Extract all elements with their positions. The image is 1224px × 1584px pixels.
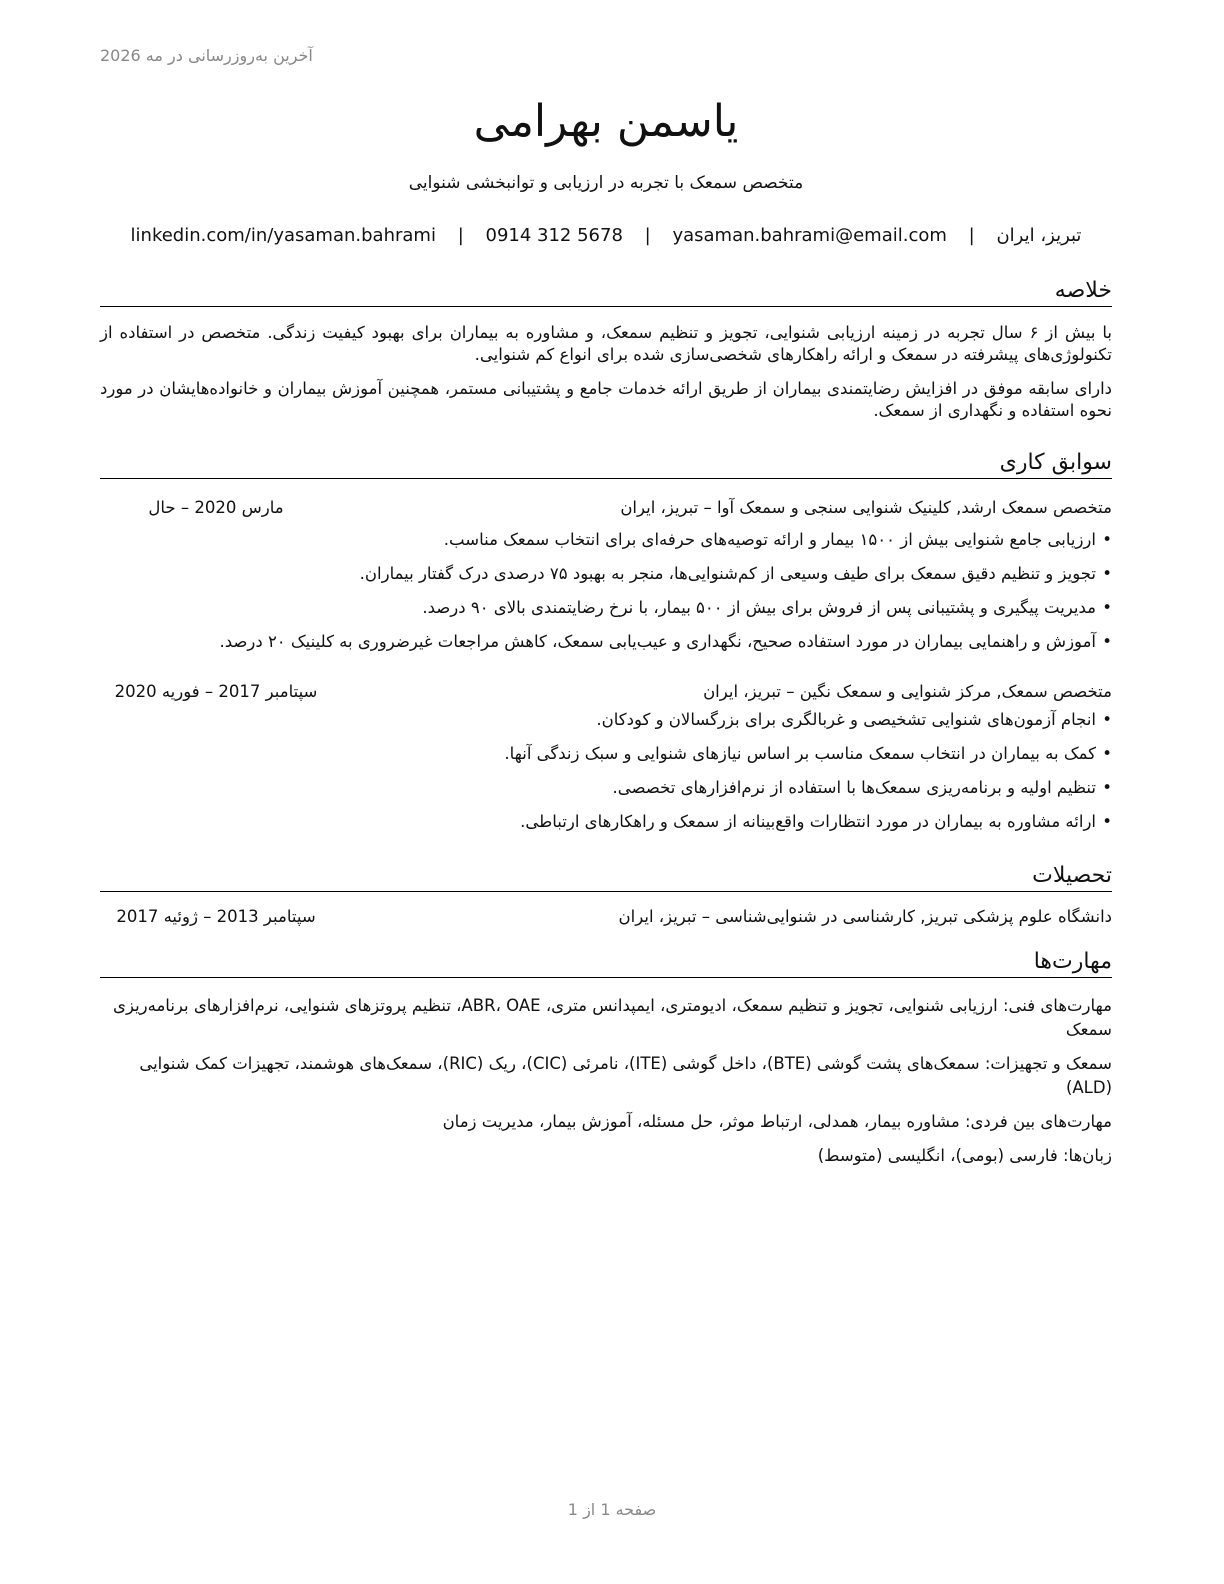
job-bullet: • کمک به بیماران در انتخاب سمعک مناسب بر اساس نیازهای شنوایی و سبک زندگی آنها. [100, 737, 1112, 771]
skill-line: زبان‌ها: فارسی (بومی)، انگلیسی (متوسط) [817, 1146, 1112, 1165]
summary-paragraph: دارای سابقه موفق در افزایش رضایتمندی بیماران از طریق ارائه خدمات جامع و پشتیبانی مستمر، همچنین آموزش بیماران و خانواده‌هایشان در مورد نحوه استفاده و نگهداری از سمعک. [100, 379, 1112, 420]
education-section [100, 861, 1112, 930]
job-bullet: • انجام آزمون‌های شنوایی تشخیصی و غربالگری برای بزرگسالان و کودکان. [100, 703, 1112, 737]
skills-section [100, 947, 1112, 1168]
skill-line: مهارت‌های بین فردی: مشاوره بیمار، همدلی، ارتباط موثر، حل مسئله، آموزش بیمار، مدیریت زمان [442, 1112, 1112, 1131]
job-header [100, 679, 1112, 705]
section-title-experience: سوابق کاری [100, 448, 1112, 479]
job-title: متخصص سمعک ارشد, کلینیک شنوایی سنجی و سمعک آوا – تبریز، ایران [620, 498, 1112, 517]
contact-separator: | [644, 225, 651, 246]
job-bullet: • ارزیابی جامع شنوایی بیش از ۱۵۰۰ بیمار و ارائه توصیه‌های حرفه‌ای برای انتخاب سمعک مناسب. [100, 523, 1112, 557]
contact-separator: | [968, 225, 975, 246]
job-bullets [100, 523, 1112, 659]
education-dates: سپتامبر 2013 – ژوئیه 2017 [116, 907, 316, 926]
job-entry [100, 679, 1112, 839]
job-bullet: • تنظیم اولیه و برنامه‌ریزی سمعک‌ها با استفاده از نرم‌افزارهای تخصصی. [100, 771, 1112, 805]
last-updated-note: آخرین به‌روزرسانی در مه 2026 [100, 46, 313, 65]
section-title-education: تحصیلات [100, 861, 1112, 892]
job-entry [100, 495, 1112, 659]
resume-page [100, 0, 1112, 1584]
job-title: متخصص سمعک, مرکز شنوایی و سمعک نگین – تبریز، ایران [703, 682, 1112, 701]
job-bullet: • مدیریت پیگیری و پشتیبانی پس از فروش برای بیش از ۵۰۰ بیمار، با نرخ رضایتمندی بالای ۹۰ درصد. [100, 591, 1112, 625]
education-header [100, 904, 1112, 930]
section-title-summary: خلاصه [100, 276, 1112, 307]
contact-email[interactable]: yasaman.bahrami@email.com [672, 225, 947, 246]
candidate-name: یاسمن بهرامی [473, 96, 739, 147]
section-title-skills: مهارت‌ها [100, 947, 1112, 978]
skill-line: سمعک و تجهیزات: سمعک‌های پشت گوشی (BTE)، داخل گوشی (ITE)، نامرئی (CIC)، ریک (RIC)، سمعک‌های هوشمند، تجهیزات کمک شنوایی (ALD) [139, 1054, 1112, 1097]
summary-paragraph: با بیش از ۶ سال تجربه در زمینه ارزیابی شنوایی، تجویز و تنظیم سمعک، و مشاوره به بیماران برای بهبود کیفیت زندگی. متخصص در استفاده از تکنولوژی‌های پیشرفته در سمعک و ارائه راهکارهای شخصی‌سازی شده برای انواع کم شنوایی. [100, 323, 1112, 364]
education-degree: دانشگاه علوم پزشکی تبریز, کارشناسی در شنوایی‌شناسی – تبریز، ایران [618, 907, 1112, 926]
contact-line [100, 222, 1112, 250]
job-header [100, 495, 1112, 521]
job-bullet: • ارائه مشاوره به بیماران در مورد انتظارات واقع‌بینانه از سمعک و راهکارهای ارتباطی. [100, 805, 1112, 839]
contact-linkedin[interactable]: linkedin.com/in/yasaman.bahrami [130, 225, 436, 246]
job-dates: مارس 2020 – حال [148, 498, 284, 517]
summary-section [100, 276, 1112, 422]
contact-location: تبریز، ایران [996, 225, 1082, 246]
job-dates: سپتامبر 2017 – فوریه 2020 [114, 682, 318, 701]
contact-phone[interactable]: 0914 312 5678 [485, 225, 623, 246]
contact-separator: | [457, 225, 464, 246]
page-indicator: صفحه 1 از 1 [567, 1500, 657, 1519]
job-bullets [100, 703, 1112, 839]
skill-line: مهارت‌های فنی: ارزیابی شنوایی، تجویز و تنظیم سمعک، ادیومتری، ایمپدانس متری، ABR، OAE، تنظیم پروتزهای شنوایی، نرم‌افزارهای برنامه‌ریزی سمعک [113, 996, 1112, 1039]
candidate-headline: متخصص سمعک با تجربه در ارزیابی و توانبخشی شنوایی [408, 173, 804, 193]
job-bullet: • آموزش و راهنمایی بیماران در مورد استفاده صحیح، نگهداری و عیب‌یابی سمعک، کاهش مراجعات غیرضروری به کلینیک ۲۰ درصد. [100, 625, 1112, 659]
job-bullet: • تجویز و تنظیم دقیق سمعک برای طیف وسیعی از کم‌شنوایی‌ها، منجر به بهبود ۷۵ درصدی درک گفتار بیماران. [100, 557, 1112, 591]
experience-section [100, 448, 1112, 839]
